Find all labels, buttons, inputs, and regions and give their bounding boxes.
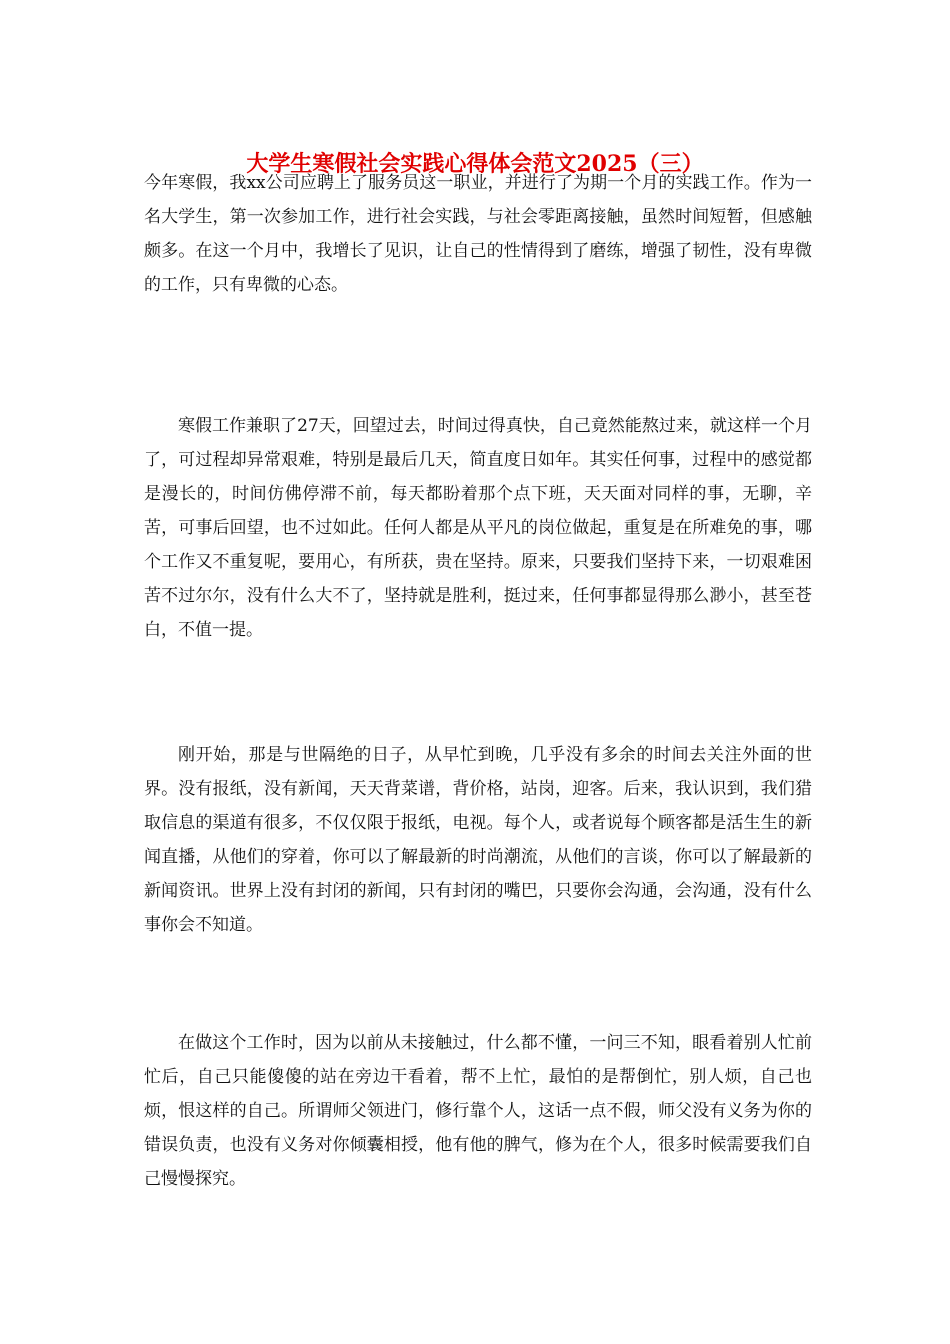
document-title: 大学生寒假社会实践心得体会范文2025（三） <box>246 151 704 177</box>
paragraph-1: 今年寒假，我xx公司应聘上了服务员这一职业，并进行了为期一个月的实践工作。作为一名大学生，第一次参加工作，进行社会实践，与社会零距离接触，虽然时间短暂，但感触颇多。在这一个月中，我增长了见识，让自己的性情得到了磨练，增强了韧性，没有卑微的工作，只有卑微的心态。 <box>144 173 812 295</box>
paragraph-2: 寒假工作兼职了27天，回望过去，时间过得真快，自己竟然能熬过来，就这样一个月了，可过程却异常艰难，特别是最后几天，简直度日如年。其实任何事，过程中的感觉都是漫长的，时间仿佛停滞不前，每天都盼着那个点下班，天天面对同样的事，无聊，辛苦，可事后回望，也不过如此。任何人都是从平凡的岗位做起，重复是在所难免的事，哪个工作又不重复呢，要用心，有所获，贵在坚持。原来，只要我们坚持下来，一切艰难困苦不过尔尔，没有什么大不了，坚持就是胜利，挺过来，任何事都显得那么渺小，甚至苍白，不值一提。 <box>144 416 812 640</box>
paragraph-4: 在做这个工作时，因为以前从未接触过，什么都不懂，一问三不知，眼看着别人忙前忙后，自己只能傻傻的站在旁边干看着，帮不上忙，最怕的是帮倒忙，别人烦，自己也烦，恨这样的自己。所谓师父领进门，修行靠个人，这话一点不假，师父没有义务为你的错误负责，也没有义务对你倾囊相授，他有他的脾气，修为在个人，很多时候需要我们自己慢慢探究。 <box>144 1033 812 1189</box>
paragraph-3: 刚开始，那是与世隔绝的日子，从早忙到晚，几乎没有多余的时间去关注外面的世界。没有报纸，没有新闻，天天背菜谱，背价格，站岗，迎客。后来，我认识到，我们猎取信息的渠道有很多，不仅仅限于报纸，电视。每个人，或者说每个顾客都是活生生的新闻直播，从他们的穿着，你可以了解最新的时尚潮流，从他们的言谈，你可以了解最新的新闻资讯。世界上没有封闭的新闻，只有封闭的嘴巴，只要你会沟通，会沟通，没有什么事你会不知道。 <box>144 745 812 935</box>
